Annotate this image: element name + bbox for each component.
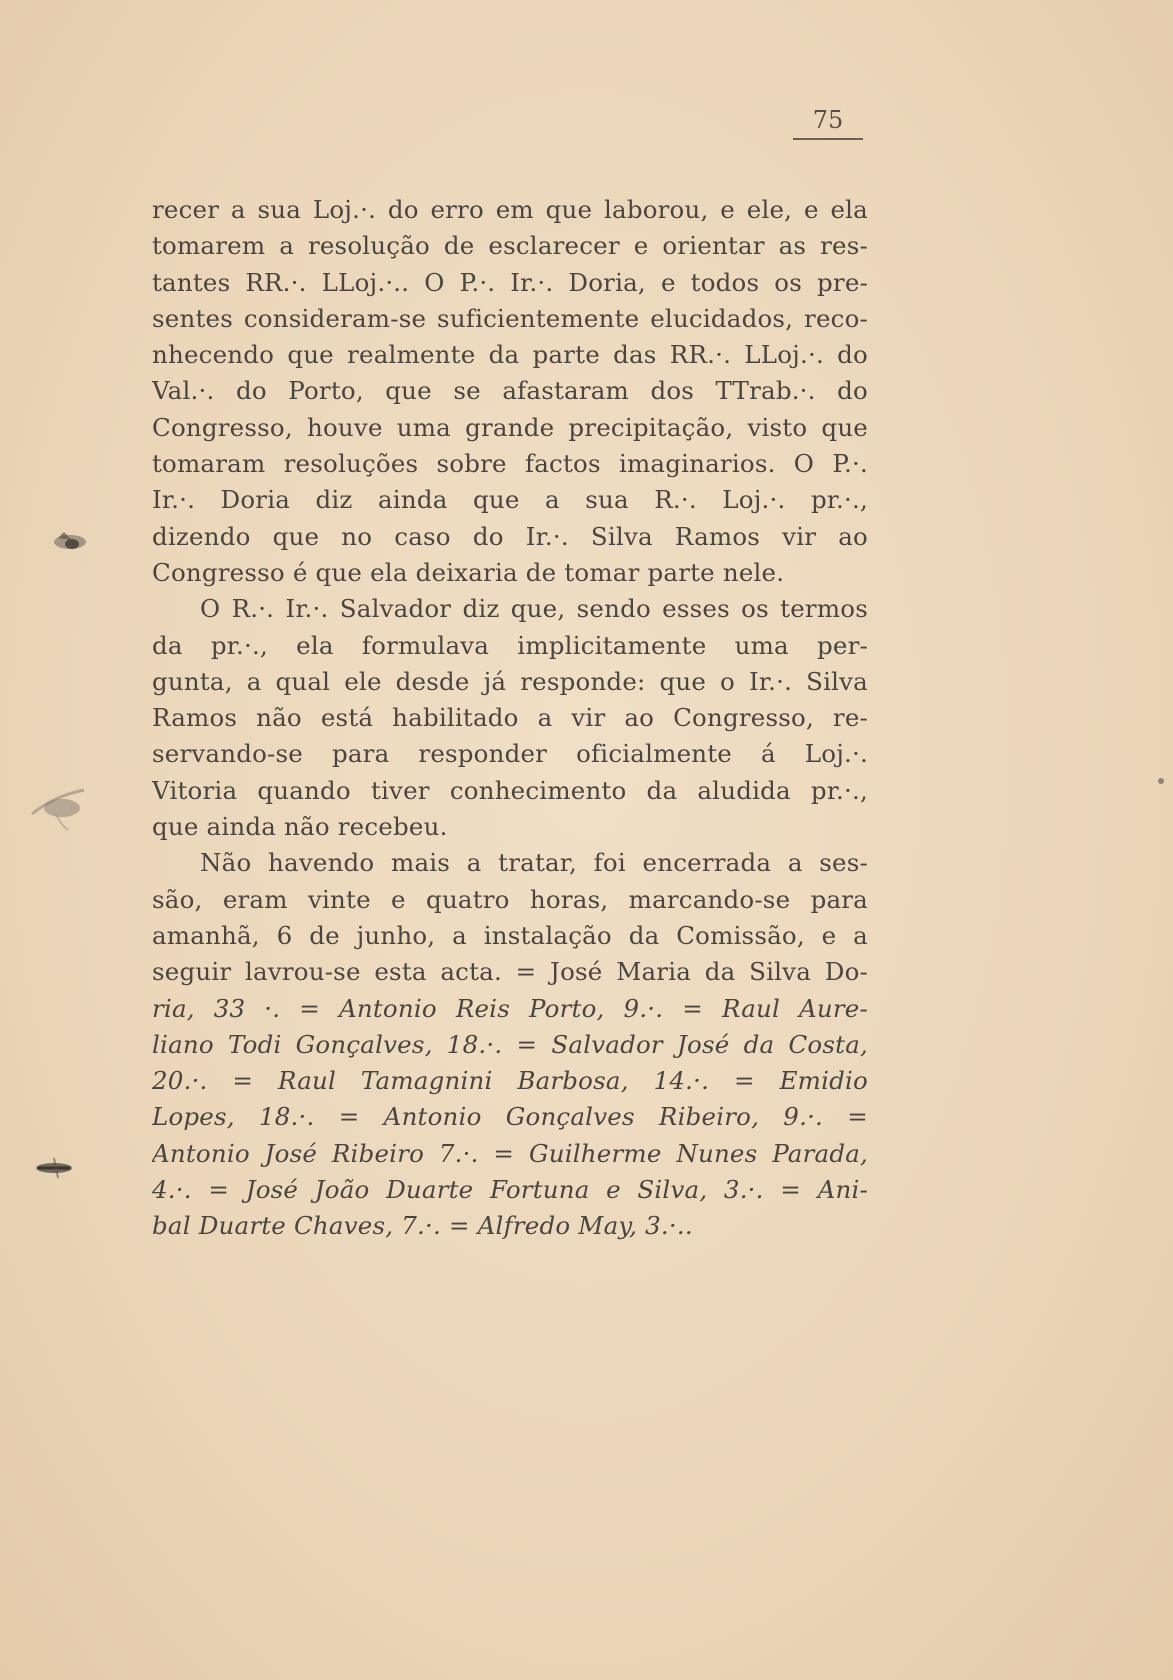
text-line [152, 373, 868, 409]
page-number: 75 [812, 106, 844, 134]
text-line-content: Não havendo mais a tratar, foi encerrada a ses- [200, 848, 868, 878]
text-line-content: Congresso, houve uma grande precipitação, visto que [152, 412, 868, 442]
text-line [152, 482, 868, 518]
text-line [152, 228, 868, 264]
text-line-content: Ir.·. Doria diz ainda que a sua R.·. Loj.·. pr.·., [152, 485, 868, 515]
text-line [152, 736, 868, 772]
text-line [152, 809, 868, 845]
text-line [152, 1063, 868, 1099]
text-line [152, 628, 868, 664]
text-line [152, 1172, 868, 1208]
text-line [152, 301, 868, 337]
text-line [152, 991, 868, 1027]
text-line-content: servando-se para responder oficialmente á Loj.·. [152, 739, 868, 769]
text-line-content: seguir lavrou-se esta acta. = José Maria da Silva Do- [152, 957, 868, 987]
text-line [152, 918, 868, 954]
text-line [152, 773, 868, 809]
text-line-content: Ramos não está habilitado a vir ao Congresso, re- [152, 703, 868, 733]
margin-stain-mark [26, 778, 92, 838]
text-line-content: bal Duarte Chaves, 7.·. = Alfredo May, 3.·.. [152, 1211, 693, 1241]
text-line-content: tantes RR.·. LLoj.·.. O P.·. Ir.·. Doria, e todos os pre- [152, 267, 868, 297]
text-line-content: Congresso é que ela deixaria de tomar parte nele. [152, 557, 785, 587]
text-line [152, 410, 868, 446]
margin-stain-mark [50, 528, 90, 556]
text-line-content: 20.·. = Raul Tamagnini Barbosa, 14.·. = Emidio [152, 1066, 868, 1096]
text-line-content: são, eram vinte e quatro horas, marcando-se para [152, 884, 868, 914]
text-line-content: amanhã, 6 de junho, a instalação da Comissão, e a [152, 920, 868, 950]
text-line [152, 591, 868, 627]
text-line [152, 555, 868, 591]
text-line-content: ria, 33 ·. = Antonio Reis Porto, 9.·. = Raul Aure- [152, 993, 868, 1023]
text-line-content: Vitoria quando tiver conhecimento da aludida pr.·., [152, 775, 868, 805]
text-line-content: 4.·. = José João Duarte Fortuna e Silva, 3.·. = Ani- [152, 1175, 868, 1205]
text-line [152, 664, 868, 700]
text-line [152, 700, 868, 736]
text-line-content: sentes consideram-se suficientemente elucidados, reco- [152, 303, 868, 333]
text-line-content: recer a sua Loj.·. do erro em que laborou, e ele, e ela [152, 195, 868, 224]
text-line [152, 337, 868, 373]
text-line-content: Val.·. do Porto, que se afastaram dos TTrab.·. do [152, 376, 868, 406]
text-line [152, 954, 868, 990]
text-line [152, 446, 868, 482]
text-line [152, 1208, 868, 1244]
page-number-rule [793, 138, 863, 140]
text-line [152, 882, 868, 918]
text-line [152, 845, 868, 881]
text-line [152, 519, 868, 555]
text-line-content: da pr.·., ela formulava implicitamente uma per- [152, 630, 868, 660]
text-line [152, 1099, 868, 1135]
text-line-content: O R.·. Ir.·. Salvador diz que, sendo esses os termos [200, 594, 868, 624]
text-line-content: que ainda não recebeu. [152, 812, 448, 842]
text-line-content: tomaram resoluções sobre factos imaginarios. O P.·. [152, 449, 868, 479]
text-line [152, 265, 868, 301]
text-line-content: liano Todi Gonçalves, 18.·. = Salvador José da Costa, [152, 1029, 868, 1059]
text-line-content: gunta, a qual ele desde já responde: que o Ir.·. Silva [152, 666, 868, 696]
text-line [152, 1136, 868, 1172]
text-line-content: Antonio José Ribeiro 7.·. = Guilherme Nunes Parada, [152, 1138, 868, 1168]
margin-dot-mark [1156, 776, 1166, 786]
margin-stain-mark [28, 1150, 78, 1186]
text-line [152, 192, 868, 228]
text-line [152, 1027, 868, 1063]
text-line-content: nhecendo que realmente da parte das RR.·. LLoj.·. do [152, 340, 868, 370]
body-text [152, 192, 868, 1245]
text-line-content: Lopes, 18.·. = Antonio Gonçalves Ribeiro, 9.·. = [152, 1102, 868, 1132]
text-line-content: tomarem a resolução de esclarecer e orientar as res- [152, 231, 868, 261]
text-line-content: dizendo que no caso do Ir.·. Silva Ramos vir ao [152, 521, 868, 551]
